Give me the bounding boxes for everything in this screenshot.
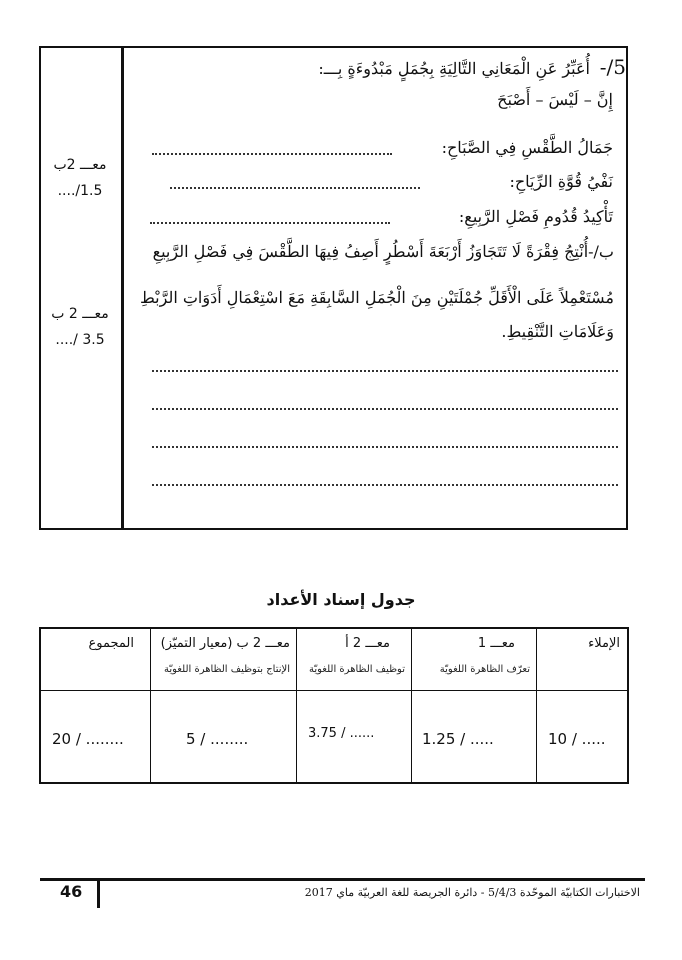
score-column-divider [121,46,124,530]
grades-sub-criterion-1: تعرّف الظاهرة اللغويّة [439,664,530,675]
grades-score-total[interactable]: 20 / ........ [52,730,124,748]
answer-line-3[interactable] [150,222,390,224]
grades-head-dictation: الإملاء [588,636,620,651]
grades-row-divider [39,690,629,691]
grades-head-criterion-2a: معـــ 2 أ [345,636,390,651]
grades-col-divider [150,627,151,784]
answer-line-2[interactable] [170,187,420,189]
part-b-line-1: ب/-أُنْتِجُ فِقْرَةً لَا تَتَجَاوَزُ أَرْبَعَةَ أَسْطُرٍ أَصِفُ فِيهَا الطَّقْسَ فِي فَصْلِ الرَّبِيعِ [152,242,614,261]
writing-line-3[interactable] [152,446,618,448]
item-beauty-of-weather: جَمَالُ الطَّقْسِ فِي الصَّبَاحِ: [441,138,613,157]
item-spring-arrival: تَأْكِيدُ قُدُومِ فَصْلِ الرَّبِيعِ: [458,207,613,226]
part-b-line-3: وَعَلَامَاتِ التَّنْقِيطِ. [501,322,614,341]
grades-head-criterion-1: معـــ 1 [477,636,515,651]
footer-rule [40,878,645,881]
answer-line-1[interactable] [152,153,392,155]
grades-score-criterion-2a[interactable]: 3.75 / ...... [308,726,375,741]
grades-score-criterion-1[interactable]: 1.25 / ..... [422,730,494,748]
grades-col-divider [536,627,537,784]
exercise-words: إِنَّ – لَيْسَ – أَصْبَحَ [497,90,613,109]
footer-caption: الاختبارات الكتابيّة الموحّدة 5/4/3 - دائرة الجريصة للغة العربيّة ماي 2017 [304,886,640,899]
writing-line-2[interactable] [152,408,618,410]
page-number: 46 [60,882,83,901]
grades-head-criterion-2b: معـــ 2 ب (معيار التميّز) [160,636,290,651]
exercise-number: 5/- [599,55,626,79]
writing-line-4[interactable] [152,484,618,486]
writing-line-1[interactable] [152,370,618,372]
score-value-part-b: 3.5 /.... [55,332,105,348]
grades-table-title: جدول إسناد الأعداد [266,590,416,609]
grades-col-divider [296,627,297,784]
grades-col-divider [411,627,412,784]
grades-score-dictation[interactable]: 10 / ..... [548,730,606,748]
exercise-instruction: أُعَبِّرُ عَنِ الْمَعَانِي التَّالِيَةِ بِجُمَلٍ مَبْدُوءَةٍ بِـــ: [318,59,590,78]
item-wind-negation: نَفْيُ قُوَّةِ الرِّيَاحِ: [509,172,613,191]
score-label-part-b: معـــ 2 ب [51,306,109,322]
page-number-separator [97,878,100,908]
score-label-part-a: معـــ 2ب [53,157,107,173]
grades-sub-criterion-2a: توظيف الظاهرة اللغويّة [308,664,405,675]
grades-sub-criterion-2b: الإنتاج بتوظيف الظاهرة اللغويّة [164,664,290,675]
score-value-part-a: 1.5/.... [57,183,103,199]
grades-head-total: المجموع [88,636,134,651]
part-b-line-2: مُسْتَعْمِلاً عَلَى الْأَقَلِّ جُمْلَتَيْنِ مِنَ الْجُمَلِ السَّابِقَةِ مَعَ اسْتِعْمَالِ أَدَوَاتِ الرَّبْطِ [139,288,614,307]
grades-score-criterion-2b[interactable]: 5 / ........ [186,730,249,748]
